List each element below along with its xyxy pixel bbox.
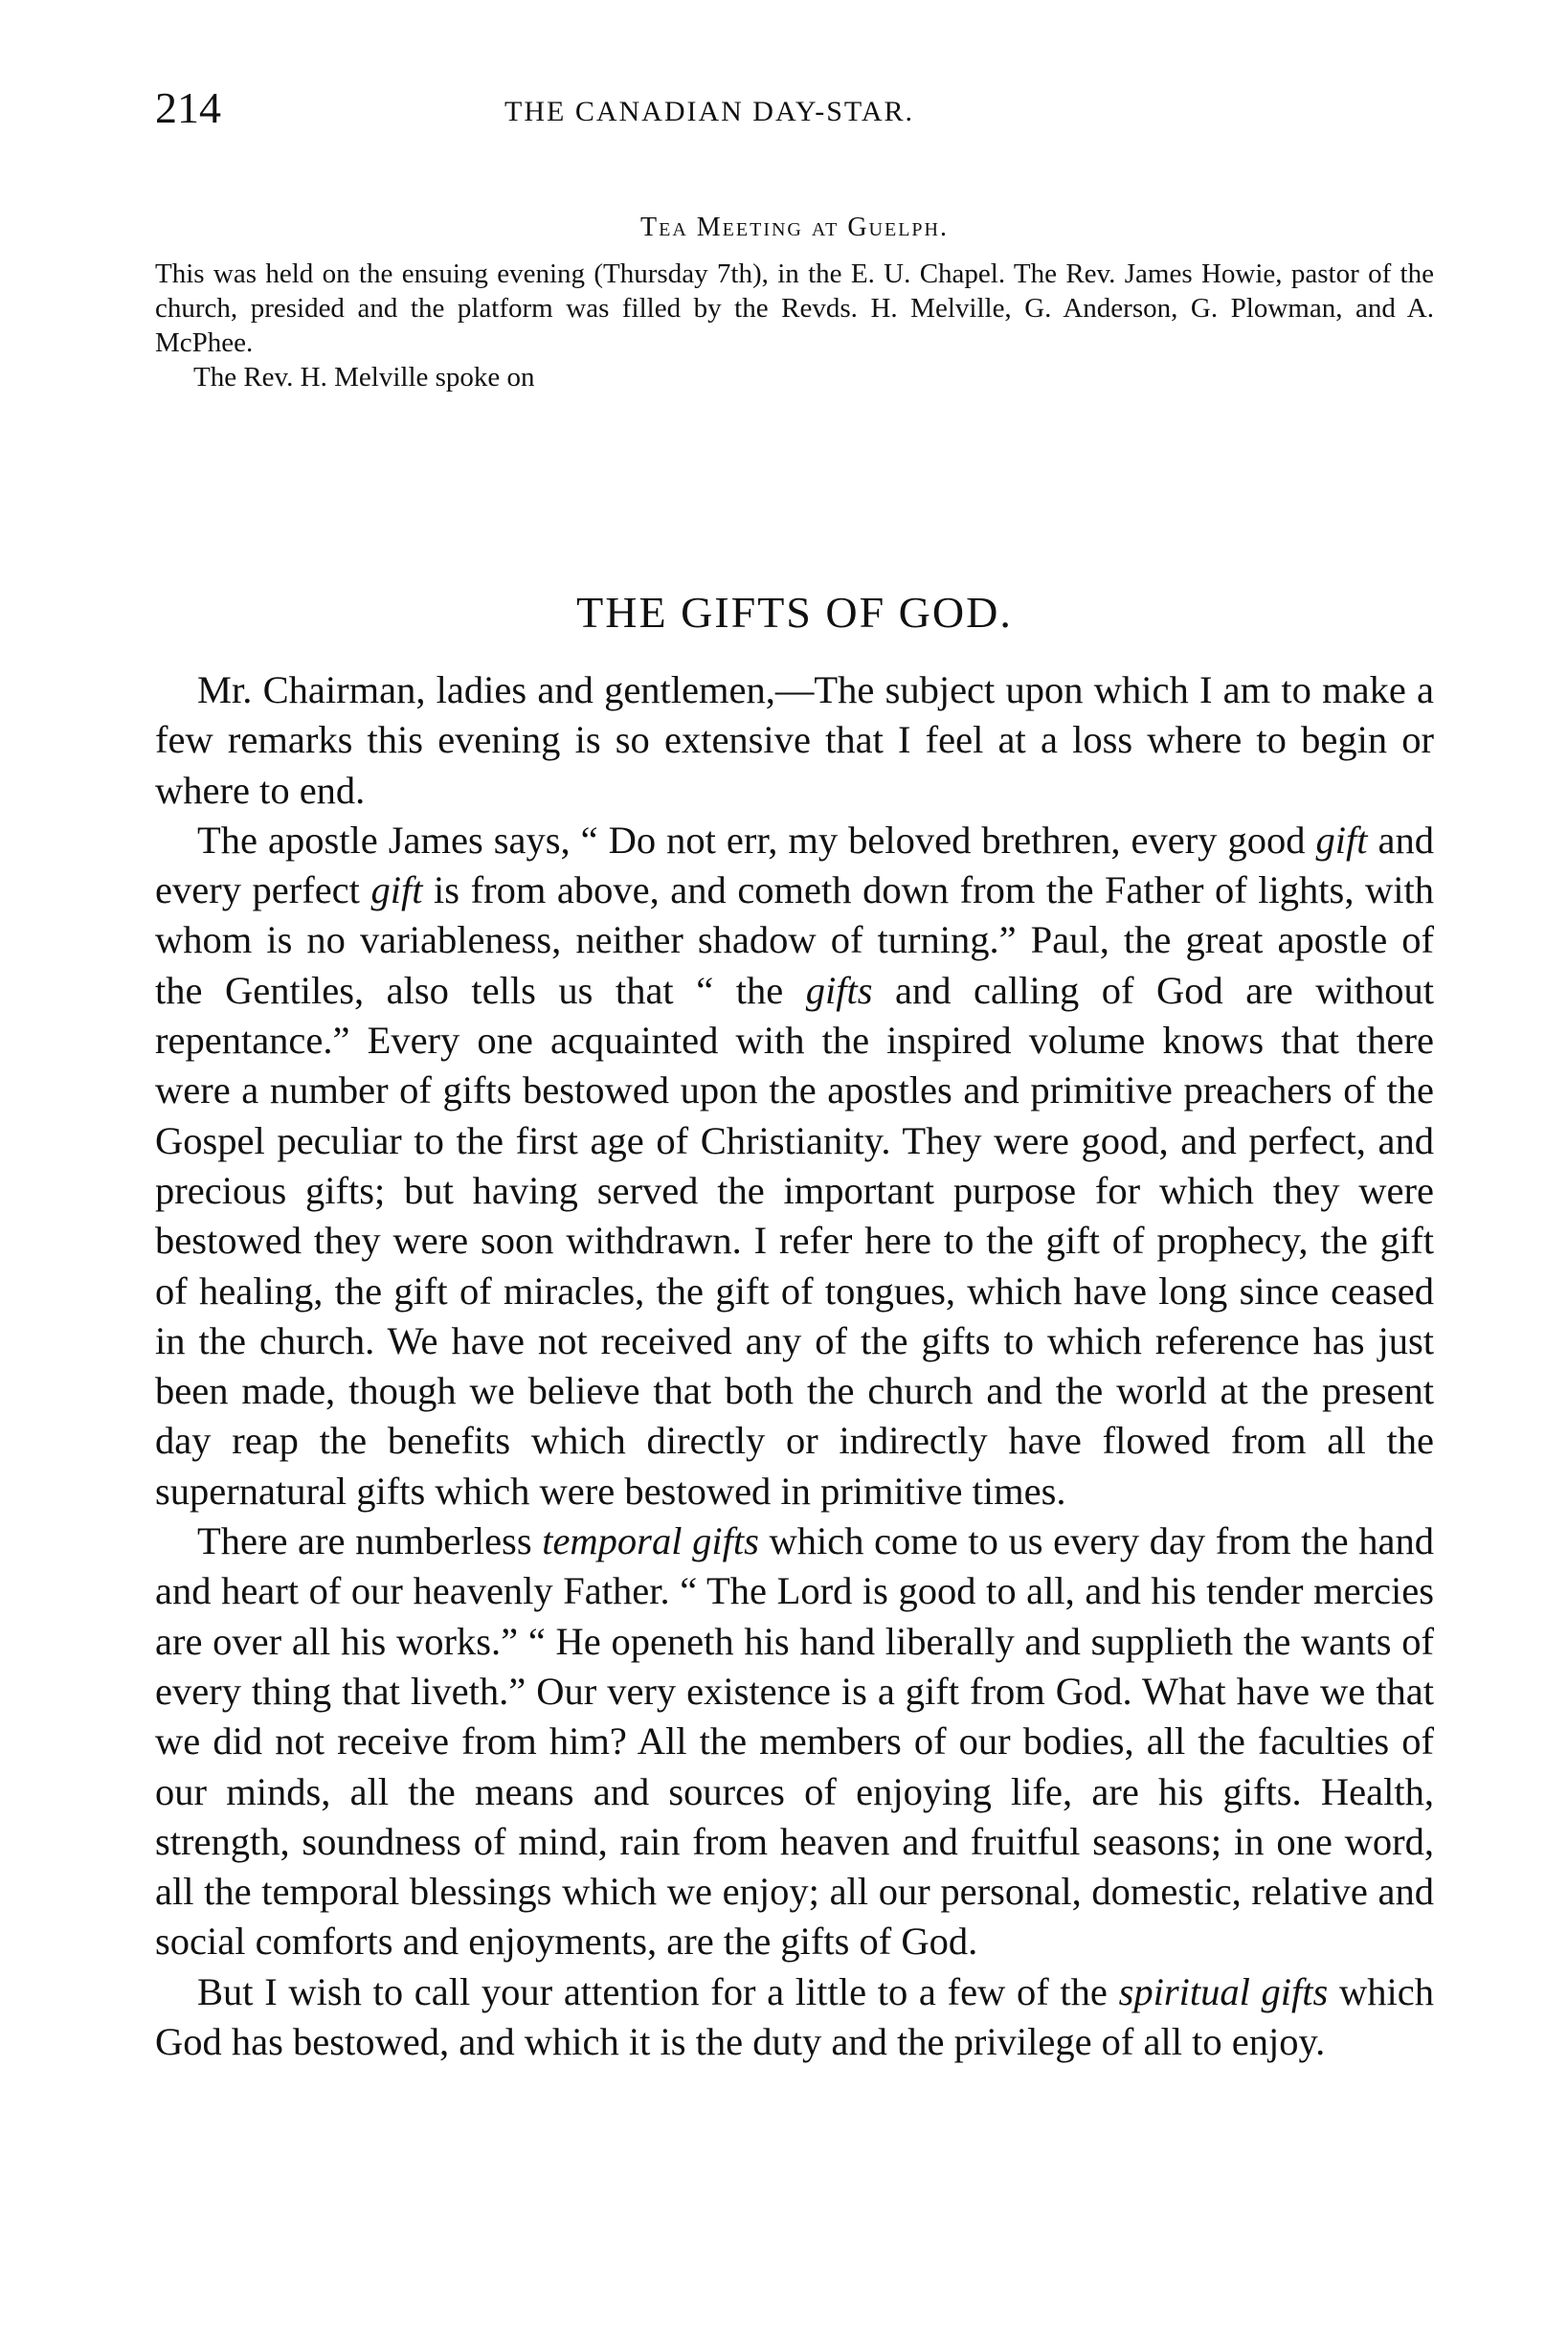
body-paragraph-3	[155, 1516, 1434, 1967]
intro-block	[155, 257, 1434, 394]
body-paragraph-4	[155, 1967, 1434, 2068]
italic-run: gift	[370, 868, 423, 912]
text-run: which come to us every day from the hand and heart of our heavenly Father. “ The Lord is good to all, and his tender mercies are over all his works.” “ He openeth his hand liberally and supplieth the wants of every thing that liveth.” Our very existence is a gift from God. What have we that we did not receive from him? All the members of our bodies, all the faculties of our minds, all the means and sources of enjoying life, are his gifts. Health, strength, soundness of mind, rain from heaven and fruitful seasons; in one word, all the temporal blessings which we enjoy; all our personal, domestic, relative and social comforts and enjoyments, are the gifts of God.	[155, 1519, 1434, 1964]
document-page	[155, 83, 1435, 2064]
text-run: But I wish to call your attention for a little to a few of the	[197, 1969, 1119, 2013]
intro-paragraph: This was held on the ensuing evening (Thursday 7th), in the E. U. Chapel. The Rev. James Howie, pastor of the church, presided and the platform was filled by the Revds. H. Melville, G. Anderson, G. Plowman, and A. McPhee.	[155, 258, 1434, 358]
text-run: and calling of God are without repentance.” Every one acquainted with the inspired volume knows that there were a number of gifts bestowed upon the apostles and primitive preachers of the Gospel peculiar to the first age of Christianity. They were good, and perfect, and precious gifts; but having served the important purpose for which they were bestowed they were soon withdrawn. I refer here to the gift of prophecy, the gift of healing, the gift of miracles, the gift of tongues, which have long since ceased in the church. We have not received any of the gifts to which reference has just been made, though we believe that both the church and the world at the present day reap the benefits which directly or indirectly have flowed from all the supernatural gifts which were bestowed in primitive times.	[155, 968, 1434, 1513]
running-head	[155, 83, 1434, 153]
text-run: is from above, and cometh down from the Father of lights, with whom is no variableness, neither shadow of turning.” Paul, the great apostle of the Gentiles, also tells us that “ the	[155, 868, 1435, 1012]
italic-run: spiritual gifts	[1118, 1969, 1329, 2013]
body-paragraph-2	[155, 816, 1434, 1516]
text-run: which God has bestowed, and which it is the duty and the privilege of all to enjoy.	[155, 1969, 1434, 2064]
speech-body	[155, 665, 1434, 2067]
italic-run: temporal gifts	[542, 1519, 759, 1563]
text-run: The apostle James says, “ Do not err, my beloved brethren, every good	[197, 818, 1316, 862]
italic-run: gift	[1315, 818, 1368, 862]
body-paragraph-1: Mr. Chairman, ladies and gentlemen,—The subject upon which I am to make a few remarks this evening is so extensive that I feel at a loss where to begin or where to end.	[155, 668, 1434, 812]
journal-title: THE CANADIAN DAY-STAR.	[504, 96, 914, 127]
italic-run: gifts	[805, 968, 873, 1012]
speech-title: THE GIFTS OF GOD.	[576, 588, 1013, 637]
text-run: There are numberless	[197, 1519, 543, 1563]
text-run: and every perfect	[155, 818, 1435, 912]
intro-lead-in: The Rev. H. Melville spoke on	[193, 362, 535, 393]
page-number: 214	[155, 83, 221, 132]
section-heading: Tea Meeting at Guelph.	[640, 213, 949, 242]
